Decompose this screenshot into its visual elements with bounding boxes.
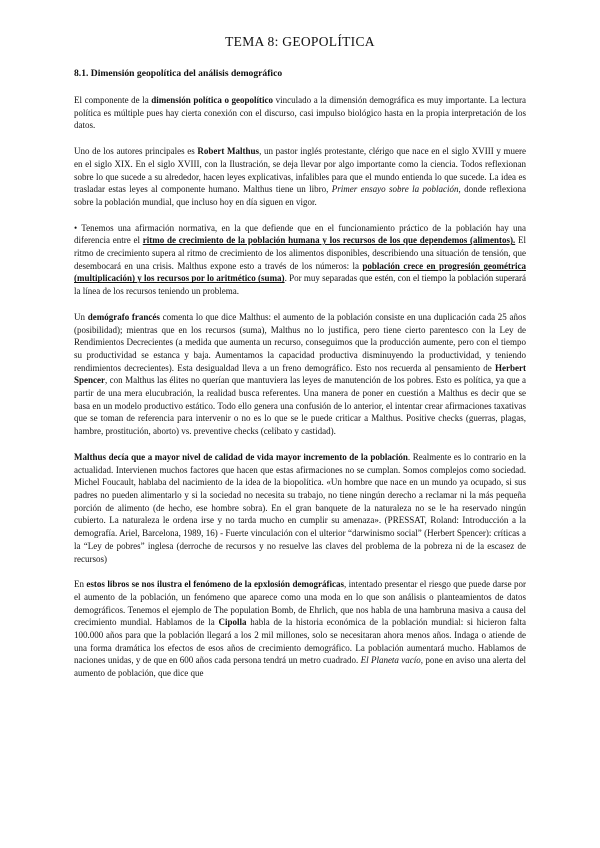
paragraph-5 bbox=[74, 451, 526, 565]
emphasis-text: dimensión política o geopolítico bbox=[151, 95, 274, 105]
emphasis-text: población crece en progresión geométrica (multiplicación) y los recursos por lo aritmético (suma) bbox=[74, 260, 527, 284]
emphasis-text: estos libros se nos ilustra el fenómeno de la epxlosión demográficas bbox=[86, 579, 344, 590]
section-heading: 8.1. Dimensión geopolítica del análisis demográfico bbox=[74, 68, 283, 79]
text-run: En bbox=[74, 579, 87, 590]
text-run: , con Malthus las élites no querían que mantuviera las leyes de manutención de los pobres. Esto es política, ya que a partir de una mera elucubración, la realidad busca referentes. Una manera de poner en cuestión a Malthus es decir que se basa en un modelo productivo estático. Todo ello genera una confusión de lo anterior, el intentar crear afirmaciones taxativas que se toman de referencia para intervenir o no es lo que se le puede criticar a Malthus. Positive checks (guerras, plagas, hambre, prostitución, aborto) vs. preventive checks (celibato y castidad). bbox=[74, 375, 526, 437]
text-run: vinculado a la dimensión demográfica es muy importante. La lectura política es múltiple pues hay cierta conexión con el discurso, casi impulso biológico hasta en la propia interpretación de los datos. bbox=[74, 95, 526, 131]
paragraph-3 bbox=[74, 222, 526, 298]
text-run: Un bbox=[74, 311, 88, 322]
text-run: El ritmo de crecimiento supera al ritmo de crecimiento de los alimentos disponibles, describiendo una situación de tensión, que desembocará en una crisis. Malthus expone esto a través de los números: la bbox=[74, 235, 526, 271]
document-title: TEMA 8: GEOPOLÍTICA bbox=[225, 34, 375, 49]
text-run: , un pastor inglés protestante, clérigo que nace en el siglo XVIII y muere en el siglo XIX. En el siglo XVIII, con la Ilustración, se deja llevar por algo importante como la ciencia. Todos reflexionan sobre lo que sucede a su alrededor, hacen leyes explicativas, infalibles para que el mundo entienda lo que sucede. La idea es trasladar estas leyes al componente humano. Malthus tiene un libro, bbox=[74, 146, 526, 195]
text-run: pone en aviso una alerta del aumento de población, que dice que bbox=[74, 655, 526, 679]
emphasis-text: Robert Malthus bbox=[197, 146, 260, 157]
paragraph-6 bbox=[74, 578, 526, 680]
emphasis-text: Malthus decía que a mayor nivel de calidad de vida mayor incremento de la población bbox=[74, 451, 408, 462]
paragraph-1 bbox=[74, 94, 526, 132]
text-run: donde reflexiona sobre la población mundial, que incluso hoy en día siguen en vigor. bbox=[74, 184, 526, 207]
book-title: Primer ensayo sobre la población, bbox=[331, 184, 461, 195]
text-run: , intentado presentar el riesgo que puede darse por el aumento de la población, un fenómeno que aparece como una moda en lo que son análisis o planteamientos de datos demográficos. Tenemos el ejemplo de The population Bomb, de Ehrlich, que nos habla de una hambruna masiva a causa del crecimiento mundial. Hablamos de la bbox=[74, 579, 526, 628]
paragraph-4 bbox=[74, 311, 526, 438]
text-run: habla de la historia económica de la población mundial: si hicieron falta 100.000 años para que la población llegará a los 2 mil millones, solo se necesitaran ahora menos años. Indaga o atiende de una forma dramática los efectos de esos años de crecimiento demográfico. La población aumentará mucho. Hablamos de naciones unidas, y de que en 600 años cada persona tendrá un metro cuadrado. bbox=[74, 617, 526, 666]
emphasis-text: Cipolla bbox=[218, 617, 247, 628]
emphasis-text: ritmo de crecimiento de la población humana y los recursos de los que dependemos (alimentos). bbox=[142, 235, 516, 246]
text-run: . Realmente es lo contrario en la actualidad. Intervienen muchos factores que hacen que estas afirmaciones no se cumplan. Somos complejos como sociedad. Michel Foucault, hablaba del nacimiento de la idea de la biopolítica. «Un hombre que nace en un mundo ya ocupado, si sus padres no pueden alimentarlo y si la sociedad no necesita su trabajo, no tiene ningún derecho a reclamar ni la más pequeña porción de alimento (de hecho, ese hombre sobra). En el gran banquete de la naturaleza no se le ha reservado ningún cubierto. La naturaleza le ordena irse y no tarda mucho en cumplir su amenaza». (PRESSAT, Roland: Introducción a la demografía. Ariel, Barcelona, 1989, 16) - Fuerte vinculación con el ulterior “darwinismo social” (Herbert Spencer): críticas a la “Ley de pobres” inglesa (derroche de recursos y no resuelve las claves del problema de la pobreza ni de la escasez de recursos) bbox=[74, 451, 526, 564]
text-run: comenta lo que dice Malthus: el aumento de la población consiste en una duplicación cada 25 años (posibilidad); mientras que en los recursos (suma), Malthus no lo justifica, pero tiene cierto parentesco con la Ley de Rendimientos Decrecientes (a medida que aumenta un recurso, conseguimos que la producción aumente, pero con el tiempo su productividad se estanca y baja. Aumentamos la capacidad productiva disminuyendo la productividad, y teniendo rendimientos decrecientes). Esta desigualdad lleva a un freno demográfico. Esto nos recuerda al pensamiento de bbox=[74, 311, 526, 373]
paragraph-2 bbox=[74, 145, 526, 209]
book-title: El Planeta vacío, bbox=[360, 655, 424, 666]
text-run: Uno de los autores principales es bbox=[74, 146, 198, 157]
text-run: . Por muy separadas que estén, con el tiempo la población superará la línea de los recursos teniendo un problema. bbox=[74, 273, 527, 297]
text-run: • Tenemos una afirmación normativa, en la que defiende que en el funcionamiento práctico de la población hay una diferencia entre el bbox=[74, 222, 526, 246]
emphasis-text: Herbert Spencer bbox=[74, 362, 526, 386]
text-run: El componente de la bbox=[74, 95, 152, 105]
emphasis-text: demógrafo francés bbox=[87, 311, 160, 322]
